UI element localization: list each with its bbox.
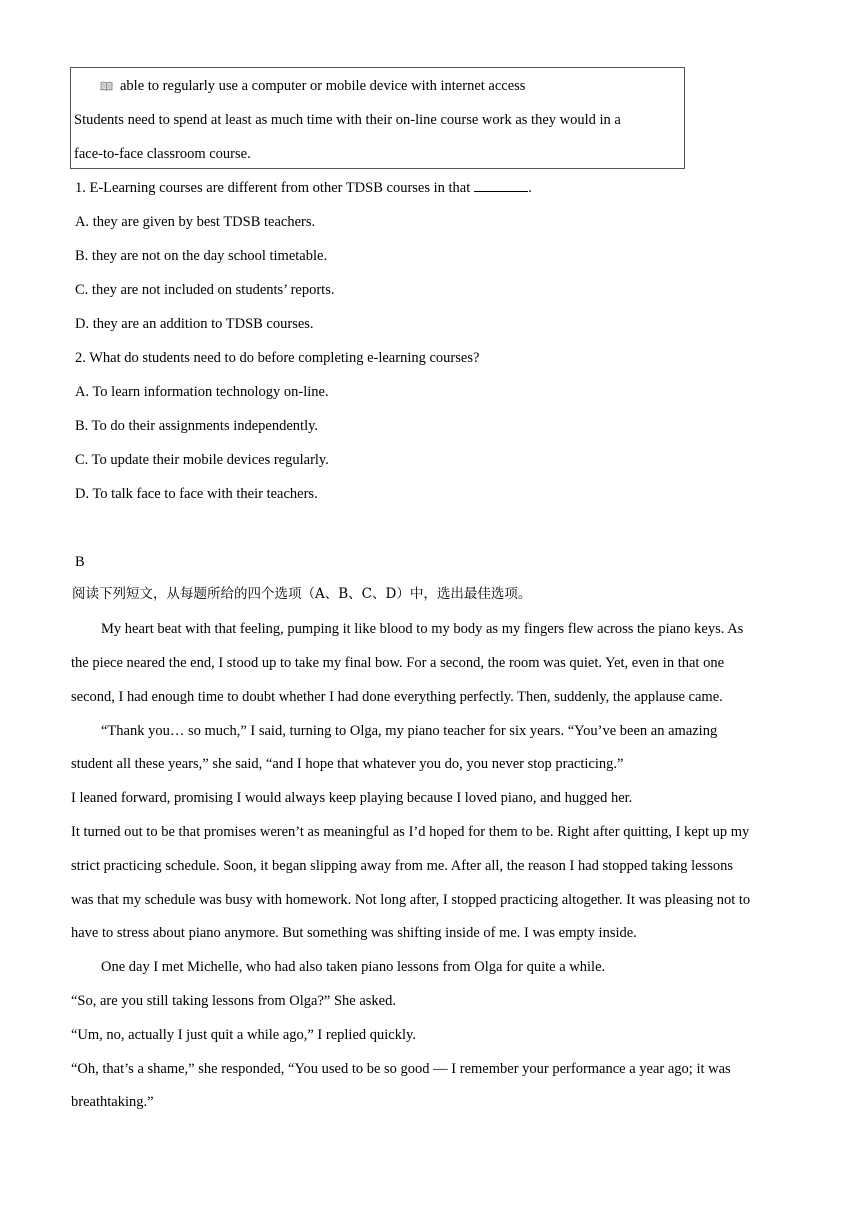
passage-line: second, I had enough time to doubt whether I had done everything perfectly. Then, suddenly, the applause came.	[71, 689, 723, 705]
passage-line: It turned out to be that promises weren’t as meaningful as I’d hoped for them to be. Right after quitting, I kept up my	[71, 824, 750, 840]
box-text-1: able to regularly use a computer or mobile device with internet access	[120, 78, 526, 94]
passage-line: “Um, no, actually I just quit a while ago,” I replied quickly.	[71, 1027, 416, 1043]
passage-line: I leaned forward, promising I would always keep playing because I loved piano, and hugged her.	[71, 790, 633, 806]
question-2-option-a: A. To learn information technology on-line.	[75, 384, 329, 400]
box-line-1	[100, 77, 525, 95]
passage-line: My heart beat with that feeling, pumping it like blood to my body as my fingers flew across the piano keys. As	[101, 621, 744, 637]
answer-blank	[474, 179, 528, 192]
box-line-3: face-to-face classroom course.	[74, 146, 251, 162]
passage-line: breathtaking.”	[71, 1094, 154, 1110]
question-2-option-d: D. To talk face to face with their teachers.	[75, 486, 318, 502]
question-1-text: 1. E-Learning courses are different from other TDSB courses in that	[75, 180, 471, 196]
question-1-period: .	[528, 180, 532, 196]
book-icon	[100, 81, 113, 91]
passage-line: “So, are you still taking lessons from Olga?” She asked.	[71, 993, 396, 1009]
question-2-option-b: B. To do their assignments independently.	[75, 418, 319, 434]
section-b-label: B	[75, 554, 85, 570]
passage-line: was that my schedule was busy with homework. Not long after, I stopped practicing altogether. It was pleasing not to	[71, 892, 751, 908]
question-1-option-b: B. they are not on the day school timetable.	[75, 248, 328, 264]
question-1-option-d: D. they are an addition to TDSB courses.	[75, 316, 314, 332]
passage-line: strict practicing schedule. Soon, it began slipping away from me. After all, the reason I had stopped taking lessons	[71, 858, 734, 874]
question-2-stem: 2. What do students need to do before completing e-learning courses?	[75, 350, 480, 366]
question-1-stem	[75, 179, 532, 197]
passage-line: One day I met Michelle, who had also taken piano lessons from Olga for quite a while.	[101, 959, 606, 975]
box-line-2: Students need to spend at least as much time with their on-line course work as they would in a	[74, 112, 621, 128]
passage-line: student all these years,” she said, “and I hope that whatever you do, you never stop practicing.”	[71, 756, 624, 772]
question-1-option-a: A. they are given by best TDSB teachers.	[75, 214, 316, 230]
passage-line: the piece neared the end, I stood up to take my final bow. For a second, the room was quiet. Yet, even in that one	[71, 655, 725, 671]
question-1-option-c: C. they are not included on students’ reports.	[75, 282, 335, 298]
passage-line: “Thank you… so much,” I said, turning to Olga, my piano teacher for six years. “You’ve been an amazing	[101, 723, 718, 739]
question-2-option-c: C. To update their mobile devices regularly.	[75, 452, 329, 468]
passage-line: “Oh, that’s a shame,” she responded, “You used to be so good — I remember your performance a year ago; it was	[71, 1061, 731, 1077]
section-b-instruction: 阅读下列短文，从每题所给的四个选项（A、B、C、D）中，选出最佳选项。	[72, 586, 532, 602]
passage-line: have to stress about piano anymore. But something was shifting inside of me. I was empty inside.	[71, 925, 637, 941]
